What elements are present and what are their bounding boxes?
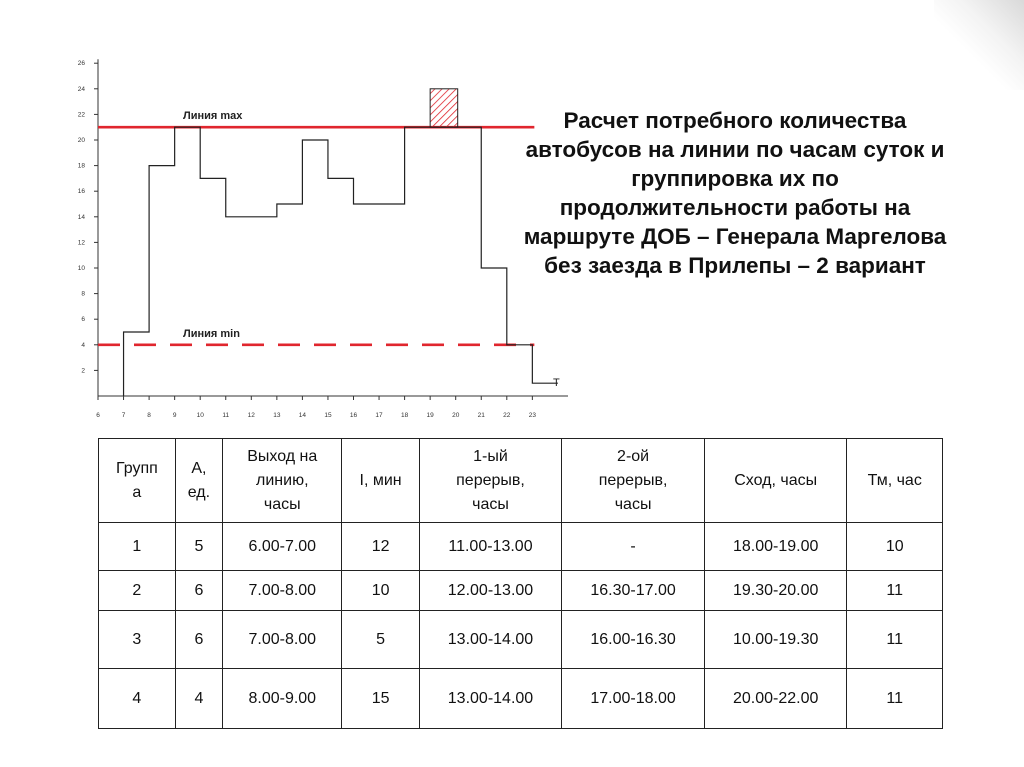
y-tick-label: 2 [81,367,85,375]
column-header-line: I, мин [359,471,402,489]
table-row [99,669,943,729]
x-tick-label: 20 [452,412,460,419]
table-cell: 15 [342,669,419,729]
column-header-line: Выход на [247,447,318,465]
table-cell: 13.00-14.00 [419,611,562,669]
table-cell: 4 [99,669,176,729]
x-axis-label: T [552,377,560,389]
reference-line-label: Линия max [183,110,243,123]
chart-axes [94,59,568,400]
x-tick-label: 8 [147,412,151,419]
table-row [99,611,943,669]
column-header [847,439,943,523]
table-cell: 11 [847,571,943,611]
column-header [562,439,705,523]
column-header-line: Сход, часы [734,471,818,489]
reference-line-label: Линия min [183,327,240,340]
column-header-line: часы [472,495,509,513]
table-cell: 3 [99,611,176,669]
demand-step-line [124,127,558,396]
column-header [175,439,222,523]
slide-corner-curl [934,0,1024,90]
y-tick-label: 14 [77,213,85,221]
column-header [419,439,562,523]
table-cell: 1 [99,523,176,571]
table-cell: 4 [175,669,222,729]
slide-title-line: продолжительности работы на [559,195,911,220]
table-cell: 12 [342,523,419,571]
column-header [342,439,419,523]
table-cell: 6.00-7.00 [223,523,342,571]
table-cell: 20.00-22.00 [704,669,847,729]
table-cell: 10.00-19.30 [704,611,847,669]
x-tick-label: 18 [400,412,409,419]
x-tick-label: 6 [96,412,100,419]
chart-labels [78,60,560,419]
y-tick-label: 8 [81,290,85,298]
table-cell: 18.00-19.00 [704,523,847,571]
column-header [223,439,342,523]
excess-demand-block [430,89,458,127]
x-tick-label: 16 [349,412,358,419]
column-header [704,439,847,523]
column-header-line: часы [263,495,301,513]
y-tick-label: 10 [77,265,85,272]
table-cell: 7.00-8.00 [223,571,342,611]
y-tick-label: 26 [77,60,85,68]
x-tick-label: 17 [375,412,383,419]
column-header-line: а [132,483,142,501]
x-tick-label: 10 [196,412,204,419]
table-cell: 17.00-18.00 [562,669,705,729]
slide-title-line: группировка их по [631,166,839,191]
column-header-line: 1-ый [473,447,508,465]
y-tick-label: 12 [77,239,85,247]
table-cell: 11 [847,611,943,669]
column-header-line: часы [614,495,652,513]
column-header-line: ед. [187,483,211,501]
table-cell: 5 [342,611,419,669]
table-cell: 16.30-17.00 [562,571,705,611]
table-cell: 5 [175,523,222,571]
slide-title-line: автобусов на линии по часам суток и [525,137,945,162]
table-cell: 12.00-13.00 [419,571,562,611]
y-tick-label: 24 [77,85,85,93]
table-cell: 2 [99,571,176,611]
table-cell: 19.30-20.00 [704,571,847,611]
column-header-line: Тм, час [867,471,922,489]
y-tick-label: 4 [81,341,85,349]
column-header-line: перерыв, [598,471,668,489]
x-tick-label: 11 [222,412,230,419]
table-cell: 7.00-8.00 [223,611,342,669]
y-tick-label: 6 [81,316,85,324]
table-row [99,523,943,571]
slide-title-line: маршруте ДОБ – Генерала Маргелова [523,224,947,249]
table-cell: 11 [847,669,943,729]
table-cell: 11.00-13.00 [419,523,562,571]
x-tick-label: 12 [247,412,255,419]
slide-title-line: без заезда в Прилепы – 2 вариант [544,253,926,278]
x-tick-label: 19 [426,412,434,419]
x-tick-label: 7 [121,412,126,419]
y-tick-label: 18 [77,162,85,170]
x-tick-label: 14 [298,412,307,419]
table-row [99,571,943,611]
column-header-line: А, [191,459,207,477]
x-tick-label: 22 [503,412,511,419]
column-header [99,439,176,523]
table-header-row [99,439,943,523]
column-header-line: линию, [256,471,309,489]
column-header-line: Групп [115,459,158,477]
groups-table [98,438,943,729]
table-cell: 6 [175,611,222,669]
x-tick-label: 21 [477,412,485,419]
y-tick-label: 20 [77,137,85,144]
table-cell: 10 [847,523,943,571]
table-cell: 13.00-14.00 [419,669,562,729]
x-tick-label: 15 [324,412,332,419]
x-tick-label: 23 [528,412,536,419]
table-cell: 10 [342,571,419,611]
reference-lines [98,127,534,345]
x-tick-label: 9 [172,412,177,419]
slide-title [500,106,970,280]
table-cell: - [562,523,705,571]
y-tick-label: 16 [77,188,85,196]
column-header-line: 2-ой [617,447,650,465]
demand-series [124,89,558,396]
table-cell: 8.00-9.00 [223,669,342,729]
slide-title-line: Расчет потребного количества [563,108,907,133]
column-header-line: перерыв, [456,471,525,489]
y-tick-label: 22 [77,111,85,119]
table-cell: 6 [175,571,222,611]
x-tick-label: 13 [273,412,281,419]
table-cell: 16.00-16.30 [562,611,705,669]
